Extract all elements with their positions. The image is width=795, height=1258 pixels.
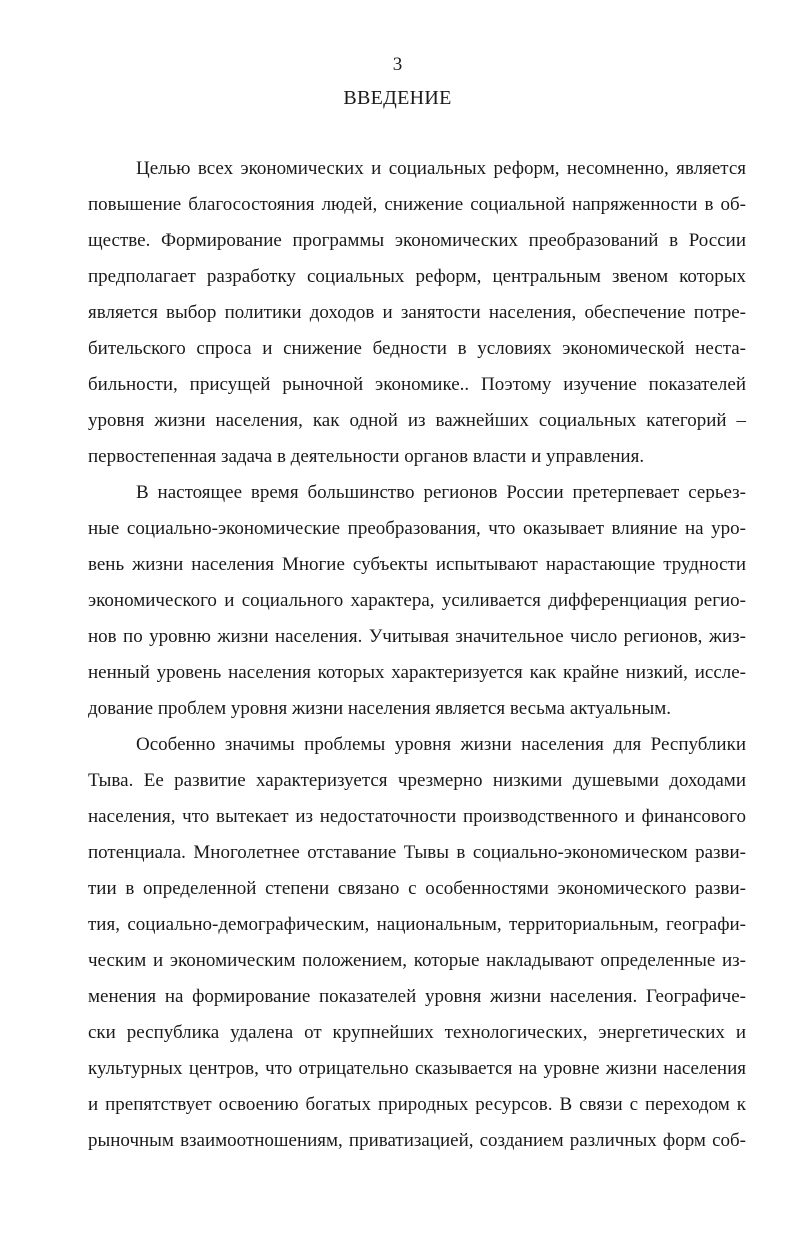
text-line: тии в определенной степени связано с особенностями экономического разви- bbox=[88, 878, 746, 899]
text-line: ненный уровень населения которых характеризуется как крайне низкий, иссле- bbox=[88, 662, 746, 683]
text-line: уровня жизни населения, как одной из важнейших социальных категорий – bbox=[88, 410, 746, 431]
text-line: дование проблем уровня жизни населения является весьма актуальным. bbox=[88, 698, 672, 719]
text-line: ски республика удалена от крупнейших технологических, энергетических и bbox=[88, 1022, 746, 1043]
text-line: предполагает разработку социальных реформ, центральным звеном которых bbox=[88, 266, 746, 287]
text-line: повышение благосостояния людей, снижение социальной напряженности в об- bbox=[88, 194, 746, 215]
text-line: Целью всех экономических и социальных реформ, несомненно, является bbox=[136, 158, 746, 179]
document-body bbox=[88, 152, 746, 1160]
text-line: нов по уровню жизни населения. Учитывая значительное число регионов, жиз- bbox=[88, 626, 746, 647]
text-line: первостепенная задача в деятельности органов власти и управления. bbox=[88, 446, 645, 467]
text-line: является выбор политики доходов и занятости населения, обеспечение потре- bbox=[88, 302, 746, 323]
paragraph bbox=[88, 152, 746, 476]
text-line: потенциала. Многолетнее отставание Тывы в социально-экономическом разви- bbox=[88, 842, 746, 863]
page-title: ВВЕДЕНИЕ bbox=[343, 87, 452, 109]
text-line: ществе. Формирование программы экономических преобразований в России bbox=[88, 230, 746, 251]
paragraph bbox=[88, 476, 746, 728]
text-line: бильности, присущей рыночной экономике.. Поэтому изучение показателей bbox=[88, 374, 746, 395]
text-line: В настоящее время большинство регионов России претерпевает серьез- bbox=[136, 482, 746, 503]
text-line: тия, социально-демографическим, национальным, территориальным, географи- bbox=[88, 914, 746, 935]
text-line: ческим и экономическим положением, которые накладывают определенные из- bbox=[88, 950, 746, 971]
page-number: 3 bbox=[392, 54, 403, 75]
text-line: экономического и социального характера, усиливается дифференциация регио- bbox=[88, 590, 746, 611]
text-line: ные социально-экономические преобразования, что оказывает влияние на уро- bbox=[88, 518, 746, 539]
text-line: Тыва. Ее развитие характеризуется чрезмерно низкими душевыми доходами bbox=[88, 770, 746, 791]
text-line: менения на формирование показателей уровня жизни населения. Географиче- bbox=[88, 986, 746, 1007]
text-line: Особенно значимы проблемы уровня жизни населения для Республики bbox=[136, 734, 746, 755]
paragraph bbox=[88, 728, 746, 1160]
text-line: бительского спроса и снижение бедности в условиях экономической неста- bbox=[88, 338, 746, 359]
text-line: и препятствует освоению богатых природных ресурсов. В связи с переходом к bbox=[88, 1094, 746, 1115]
text-line: вень жизни населения Многие субъекты испытывают нарастающие трудности bbox=[88, 554, 746, 575]
text-line: культурных центров, что отрицательно сказывается на уровне жизни населения bbox=[88, 1058, 746, 1079]
text-line: населения, что вытекает из недостаточности производственного и финансового bbox=[88, 806, 746, 827]
text-line: рыночным взаимоотношениям, приватизацией, созданием различных форм соб- bbox=[88, 1130, 746, 1151]
